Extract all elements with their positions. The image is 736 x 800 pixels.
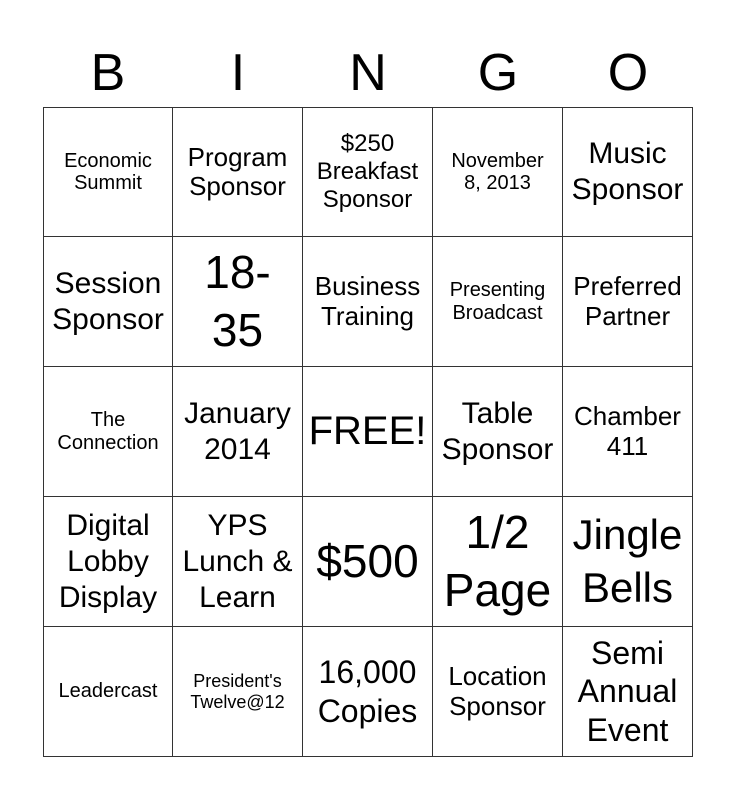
bingo-cell[interactable]: [43, 497, 173, 627]
cell-text: Digital Lobby Display: [58, 508, 158, 614]
free-space-text: FREE!: [308, 409, 427, 454]
bingo-header: [43, 40, 693, 106]
cell-text: 1/2 Page: [443, 506, 552, 616]
bingo-cell[interactable]: [563, 107, 693, 237]
bingo-cell[interactable]: [43, 237, 173, 367]
cell-text: Location Sponsor: [448, 661, 547, 721]
cell-text: The Connection: [57, 409, 159, 454]
bingo-cell[interactable]: [43, 627, 173, 757]
bingo-cell free-space[interactable]: [303, 367, 433, 497]
bingo-cell[interactable]: [173, 497, 303, 627]
cell-text: Chamber 411: [574, 401, 681, 461]
header-letter-i: I: [230, 44, 246, 102]
header-letter-g: G: [477, 44, 519, 102]
bingo-cell[interactable]: [173, 367, 303, 497]
cell-text: Business Training: [314, 271, 421, 331]
bingo-cell[interactable]: [433, 107, 563, 237]
cell-text: Presenting Broadcast: [449, 279, 546, 324]
bingo-cell[interactable]: [563, 237, 693, 367]
bingo-cell[interactable]: [563, 497, 693, 627]
cell-text: 18- 35: [204, 246, 271, 356]
bingo-cell[interactable]: [173, 627, 303, 757]
bingo-board: [43, 107, 693, 757]
cell-text: President's Twelve@12: [190, 671, 285, 712]
cell-text: $250 Breakfast Sponsor: [316, 129, 419, 214]
cell-text: Economic Summit: [64, 149, 152, 194]
cell-text: Program Sponsor: [187, 141, 288, 201]
bingo-cell[interactable]: [173, 107, 303, 237]
cell-text: Leadercast: [58, 680, 158, 703]
bingo-cell[interactable]: [433, 367, 563, 497]
cell-text: 16,000 Copies: [317, 654, 418, 729]
header-letter-n: N: [349, 44, 387, 102]
cell-text: Table Sponsor: [441, 396, 554, 466]
bingo-cell[interactable]: [43, 107, 173, 237]
bingo-cell[interactable]: [173, 237, 303, 367]
header-letter-o: O: [607, 44, 649, 102]
bingo-cell[interactable]: [433, 497, 563, 627]
cell-text: Jingle Bells: [572, 511, 683, 611]
bingo-cell[interactable]: [303, 237, 433, 367]
cell-text: Preferred Partner: [573, 271, 682, 331]
cell-text: Semi Annual Event: [577, 634, 678, 748]
cell-text: Session Sponsor: [52, 266, 164, 336]
bingo-cell[interactable]: [43, 367, 173, 497]
bingo-cell[interactable]: [563, 367, 693, 497]
bingo-cell[interactable]: [303, 107, 433, 237]
cell-text: January 2014: [184, 396, 291, 466]
bingo-cell[interactable]: [433, 627, 563, 757]
cell-text: November 8, 2013: [451, 149, 544, 194]
cell-text: Music Sponsor: [571, 137, 684, 206]
bingo-cell[interactable]: [563, 627, 693, 757]
bingo-cell[interactable]: [303, 497, 433, 627]
bingo-cell[interactable]: [433, 237, 563, 367]
cell-text: YPS Lunch & Learn: [182, 508, 293, 614]
bingo-cell[interactable]: [303, 627, 433, 757]
header-letter-b: B: [90, 44, 126, 102]
cell-text: $500: [316, 534, 419, 587]
